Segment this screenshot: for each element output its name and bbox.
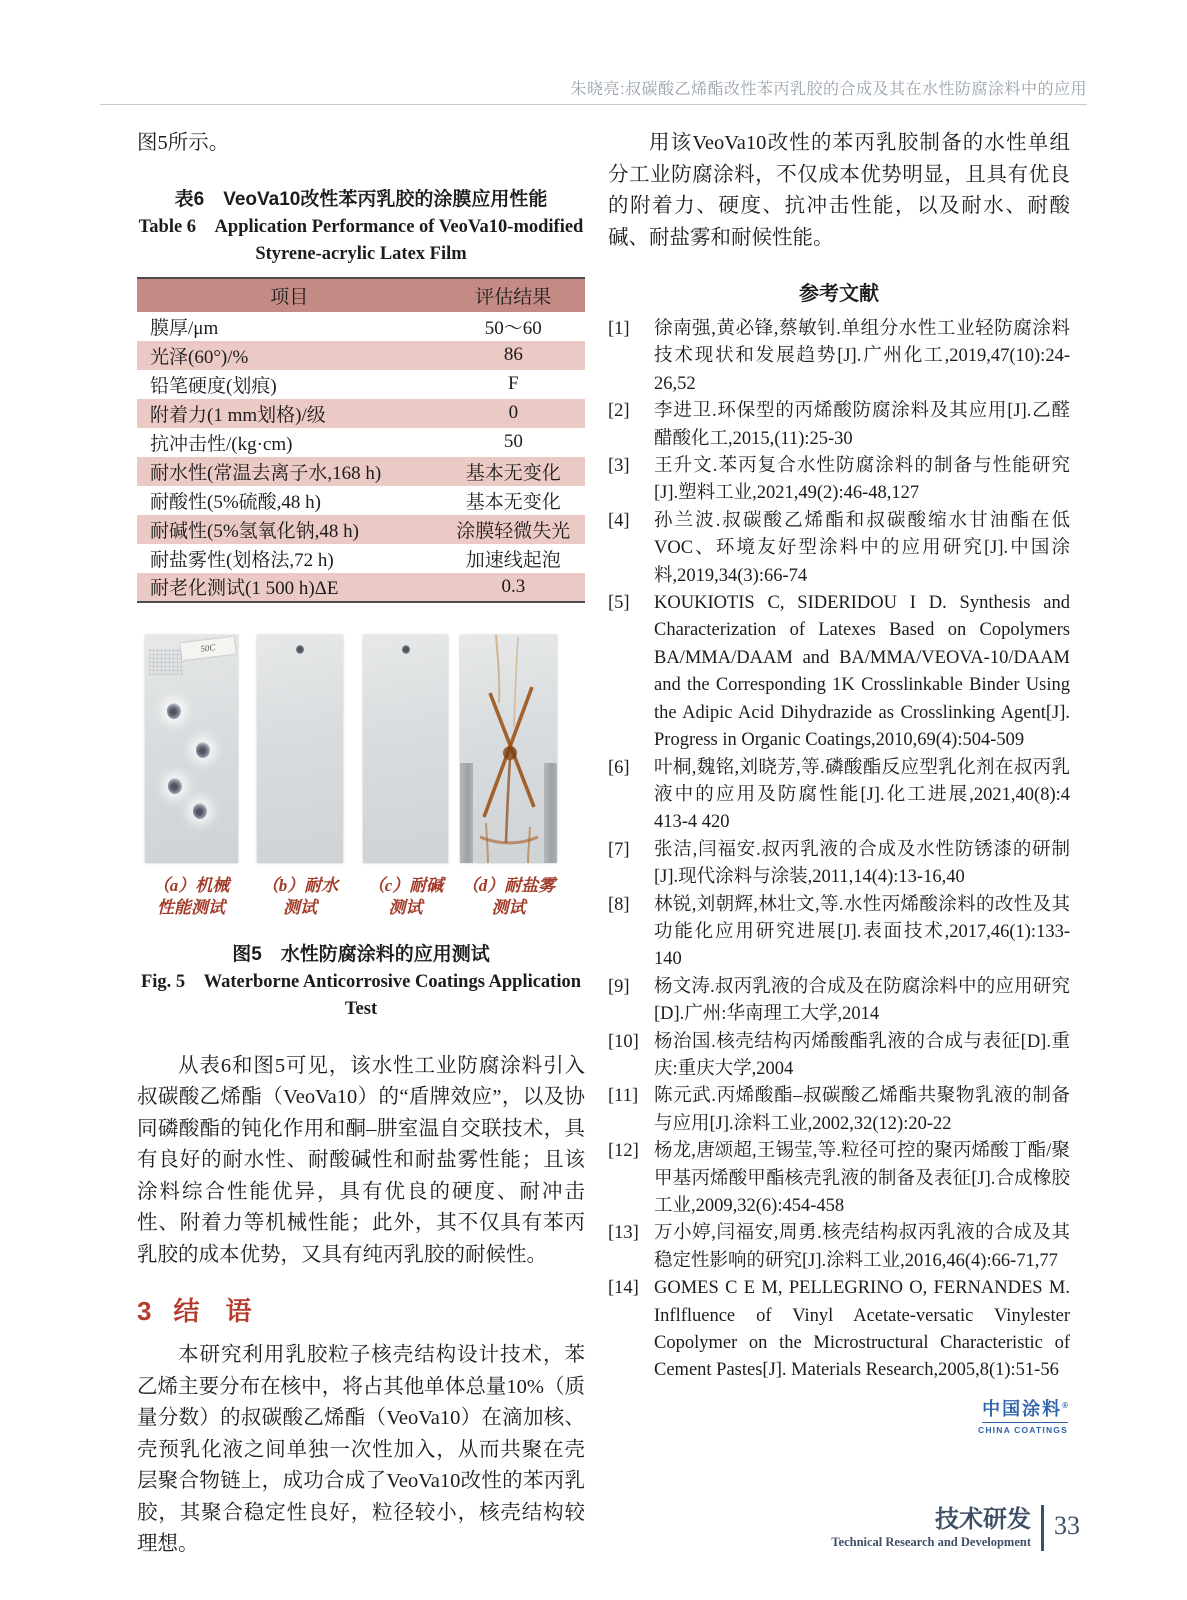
panel-label-b: [247, 875, 353, 919]
footer-zh: 技术研发: [935, 1505, 1031, 1533]
conclusion-paragraph: 本研究利用乳胶粒子核壳结构设计技术，苯乙烯主要分布在核中，将占其他单体总量10%（质量分数）的叔碳酸乙烯酯（VeoVa10）在滴加核、壳预乳化液之间单独一次性加入，从而共聚在壳层聚合物链上，成功合成了VeoVa10改性的苯丙乳胶，其聚合稳定性良好，粒径较小，核壳结构较理想。: [137, 1344, 585, 1555]
logo-zh-name: 中国涂料: [982, 1398, 1063, 1419]
table-row: [137, 486, 585, 515]
table-row: [137, 399, 585, 428]
cell-result: F: [508, 373, 519, 394]
cell-result: 基本无变化: [442, 457, 585, 486]
cell-item: 耐水性(常温去离子水,168 h): [137, 457, 442, 486]
reference-item: [608, 974, 1070, 1029]
reference-item: [608, 1220, 1070, 1275]
reference-id: [5]: [608, 593, 630, 614]
cell-result: 86: [442, 341, 585, 370]
panel-label-c: [353, 875, 458, 919]
reference-item: [608, 892, 1070, 974]
section3-title: 结 语: [173, 1296, 252, 1326]
reference-item: [608, 453, 1070, 508]
photo-panel-a-mechanical-test: [145, 635, 238, 863]
reference-text: KOUKIOTIS C, SIDERIDOU I D. Synthesis and Characterization of Latexes Based on Copolymers BA/MMA/DAAM and BA/MMA/VEOVA-10/DAAM and the Corresponding 1K Crosslinkable Binder Using the Adipic Acid Dihydrazide as Crosslinking Agent[J]. Progress in Organic Coatings,2010,69(4):504-509: [654, 593, 1070, 751]
impact-dent: [196, 742, 210, 758]
reference-item: [608, 398, 1070, 453]
panel-label-d: [448, 875, 569, 919]
reference-text: 杨治国.核壳结构丙烯酸酯乳液的合成与表征[D].重庆:重庆大学,2004: [654, 1031, 1070, 1079]
panel-label-line: 测试: [283, 897, 317, 917]
hanging-hole: [402, 645, 410, 654]
figure5-caption-zh: 图5 水性防腐涂料的应用测试: [232, 943, 490, 965]
cell-item: 耐盐雾性(划格法,72 h): [150, 549, 334, 571]
reference-text: 杨龙,唐颂超,王锡莹,等.粒径可控的聚丙烯酸丁酯/聚甲基丙烯酸甲酯核壳乳液的制备及表征[J].合成橡胶工业,2009,32(6):454-458: [654, 1141, 1070, 1216]
reference-text: 李进卫.环保型的丙烯酸防腐涂料及其应用[J].乙醛醋酸化工,2015,(11):25-30: [654, 401, 1070, 449]
reference-item: [608, 508, 1070, 590]
panel-label-line: （c）耐碱: [367, 875, 444, 895]
panel-label-a: [131, 875, 251, 919]
panel-label-line: 测试: [388, 897, 423, 917]
page-number: 33: [1054, 1511, 1080, 1540]
table6-header-row: [137, 278, 585, 312]
photo-panel-d-salt-spray-test: [460, 635, 557, 863]
table-row: [137, 544, 585, 573]
page-footer: [831, 1505, 1080, 1551]
table6-title-en-1: Table 6 Application Performance of VeoVa10-modified: [138, 216, 584, 237]
reference-text: 万小婷,闫福安,周勇.核壳结构叔丙乳液的合成及其稳定性影响的研究[J].涂料工业,2016,46(4):66-71,77: [654, 1223, 1070, 1271]
reference-item: [608, 1275, 1070, 1385]
reference-text: 叶桐,魏铭,刘晓芳,等.磷酸酯反应型乳化剂在叔丙乳液中的应用及防腐性能[J].化工进展,2021,40(8):4 413-4 420: [654, 757, 1070, 833]
references-heading: 参考文献: [799, 283, 879, 305]
figure5-photos: [137, 635, 585, 923]
photo-panel-c-alkali-test: [363, 635, 448, 863]
reference-item: [608, 590, 1070, 754]
reference-text: 张洁,闫福安.叔丙乳液的合成及水性防锈漆的研制[J].现代涂料与涂装,2011,14(4):13-16,40: [654, 839, 1070, 888]
reference-text: 陈元武.丙烯酸酯–叔碳酸乙烯酯共聚物乳液的制备与应用[J].涂料工业,2002,32(12):20-22: [654, 1086, 1070, 1134]
rust-scribe-marks: [460, 635, 557, 863]
impact-dent: [193, 803, 207, 819]
cell-result: 0: [442, 399, 585, 428]
header-divider: [100, 104, 1087, 105]
reference-id: [11]: [608, 1086, 639, 1107]
reference-item: [608, 755, 1070, 837]
cell-result: 加速线起泡: [465, 549, 561, 571]
cell-item: 耐碱性(5%氢氧化钠,48 h): [137, 515, 442, 544]
table6-col-item: 项目: [137, 278, 442, 312]
logo-zh-text: [982, 1395, 1068, 1423]
reference-id: [1]: [608, 319, 630, 339]
handwritten-tag: 50C: [180, 636, 236, 659]
cell-result: 基本无变化: [465, 491, 561, 513]
panel-label-line: 性能测试: [157, 897, 225, 917]
reference-item: [608, 1138, 1070, 1220]
footer-divider-bar: [1041, 1505, 1044, 1551]
reference-id: [14]: [608, 1278, 639, 1299]
discussion-paragraph: 从表6和图5可见，该水性工业防腐涂料引入叔碳酸乙烯酯（VeoVa10）的“盾牌效应”，以及协同磷酸酯的钝化作用和酮–肼室温自交联技术，具有良好的耐水性、耐酸碱性和耐盐雾性能；且该涂料综合性能优异，具有优良的硬度、耐冲击性、附着力等机械性能；此外，其不仅具有苯丙乳胶的成本优势，又具有纯丙乳胶的耐候性。: [137, 1054, 585, 1266]
hanging-hole: [296, 645, 304, 654]
registered-mark: ®: [1062, 1400, 1068, 1410]
table-row: [137, 370, 585, 399]
table-row: [137, 515, 585, 544]
reference-id: [4]: [608, 510, 630, 531]
reference-id: [7]: [608, 839, 630, 860]
cell-result: 涂膜轻微失光: [442, 515, 585, 544]
reference-id: [10]: [608, 1031, 639, 1052]
cell-result: 50～60: [484, 317, 542, 339]
cell-item: 铅笔硬度(划痕): [150, 375, 277, 397]
reference-text: 杨文涛.叔丙乳液的合成及在防腐涂料中的应用研究[D].广州:华南理工大学,2014: [654, 976, 1070, 1025]
right-intro-paragraph: 用该VeoVa10改性的苯丙乳胶制备的水性单组分工业防腐涂料，不仅成本优势明显，且具有优良的附着力、硬度、抗冲击性能，以及耐水、耐酸碱、耐盐雾和耐候性能。: [608, 132, 1070, 249]
reference-text: 王升文.苯丙复合水性防腐涂料的制备与性能研究[J].塑料工业,2021,49(2):46-48,127: [654, 456, 1070, 504]
cell-result: 0.3: [442, 573, 585, 602]
left-column: [137, 128, 585, 1561]
reference-item: [608, 1083, 1070, 1138]
crosshatch-texture: [149, 649, 183, 675]
table-row: [137, 457, 585, 486]
panel-label-line: （d）耐盐雾: [461, 875, 556, 895]
reference-id: [3]: [608, 456, 630, 477]
reference-text: 孙兰波.叔碳酸乙烯酯和叔碳酸缩水甘油酯在低VOC、环境友好型涂料中的应用研究[J].中国涂料,2019,34(3):66-74: [654, 510, 1070, 586]
table6-title-en-2: Styrene-acrylic Latex Film: [255, 243, 467, 264]
china-coatings-logo: [608, 1395, 1070, 1435]
cell-item: 光泽(60°)/%: [137, 341, 442, 370]
reference-text: 林锐,刘朝辉,林壮文,等.水性丙烯酸涂料的改性及其功能化应用研究进展[J].表面技术,2017,46(1):133-140: [654, 894, 1070, 970]
photo-panel-b-water-test: [257, 635, 343, 863]
reference-item: [608, 316, 1070, 398]
table-row: [137, 312, 585, 341]
panel-label-line: 测试: [491, 897, 526, 917]
reference-item: [608, 1029, 1070, 1084]
cell-result: 50: [503, 431, 523, 452]
cell-item: 附着力(1 mm划格)/级: [137, 399, 442, 428]
table-row: [137, 341, 585, 370]
section3-heading: [137, 1291, 585, 1328]
reference-id: [13]: [608, 1223, 639, 1244]
footer-en: Technical Research and Development: [831, 1534, 1031, 1549]
figure5-caption-en-1: Fig. 5 Waterborne Anticorrosive Coatings Application: [140, 971, 582, 992]
logo-en-text: CHINA COATINGS: [978, 1424, 1068, 1435]
reference-id: [2]: [608, 401, 630, 422]
table6-col-result: 评估结果: [442, 278, 585, 312]
reference-id: [12]: [608, 1141, 639, 1162]
panel-label-line: （a）机械: [152, 875, 230, 895]
reference-text: 徐南强,黄必锋,蔡敏钊.单组分水性工业轻防腐涂料技术现状和发展趋势[J].广州化工,2019,47(10):24-26,52: [654, 319, 1070, 394]
cell-item: 膜厚/μm: [150, 317, 219, 339]
running-head: 朱晓亮:叔碳酸乙烯酯改性苯丙乳胶的合成及其在水性防腐涂料中的应用: [570, 81, 1087, 98]
cell-item: 耐老化测试(1 500 h)ΔE: [137, 573, 442, 602]
table-row: [137, 573, 585, 602]
reference-id: [8]: [608, 894, 630, 915]
reference-text: GOMES C E M, PELLEGRINO O, FERNANDES M. Inflfluence of Vinyl Acetate-versatic Vinylester Copolymer on the Microstructural Characteristic of Cement Pastes[J]. Materials Research,2005,8(1):51-56: [654, 1278, 1070, 1381]
table-row: [137, 428, 585, 457]
references-list: [608, 316, 1070, 1385]
right-column: [608, 128, 1070, 1435]
table6-title-zh: 表6 VeoVa10改性苯丙乳胶的涂膜应用性能: [174, 188, 548, 210]
reference-item: [608, 837, 1070, 892]
cell-item: 耐酸性(5%硫酸,48 h): [150, 491, 321, 513]
impact-dent: [167, 703, 181, 719]
cell-item: 抗冲击性/(kg·cm): [150, 433, 293, 455]
section3-number: 3: [137, 1296, 152, 1326]
reference-id: [9]: [608, 976, 630, 997]
reference-id: [6]: [608, 757, 630, 778]
figure5-caption-en-2: Test: [344, 998, 378, 1019]
intro-line: 图5所示。: [137, 132, 230, 154]
table6: [137, 277, 585, 603]
footer-section-name: [831, 1507, 1031, 1550]
panel-label-line: （b）耐水: [261, 875, 339, 895]
impact-dent: [168, 778, 182, 794]
